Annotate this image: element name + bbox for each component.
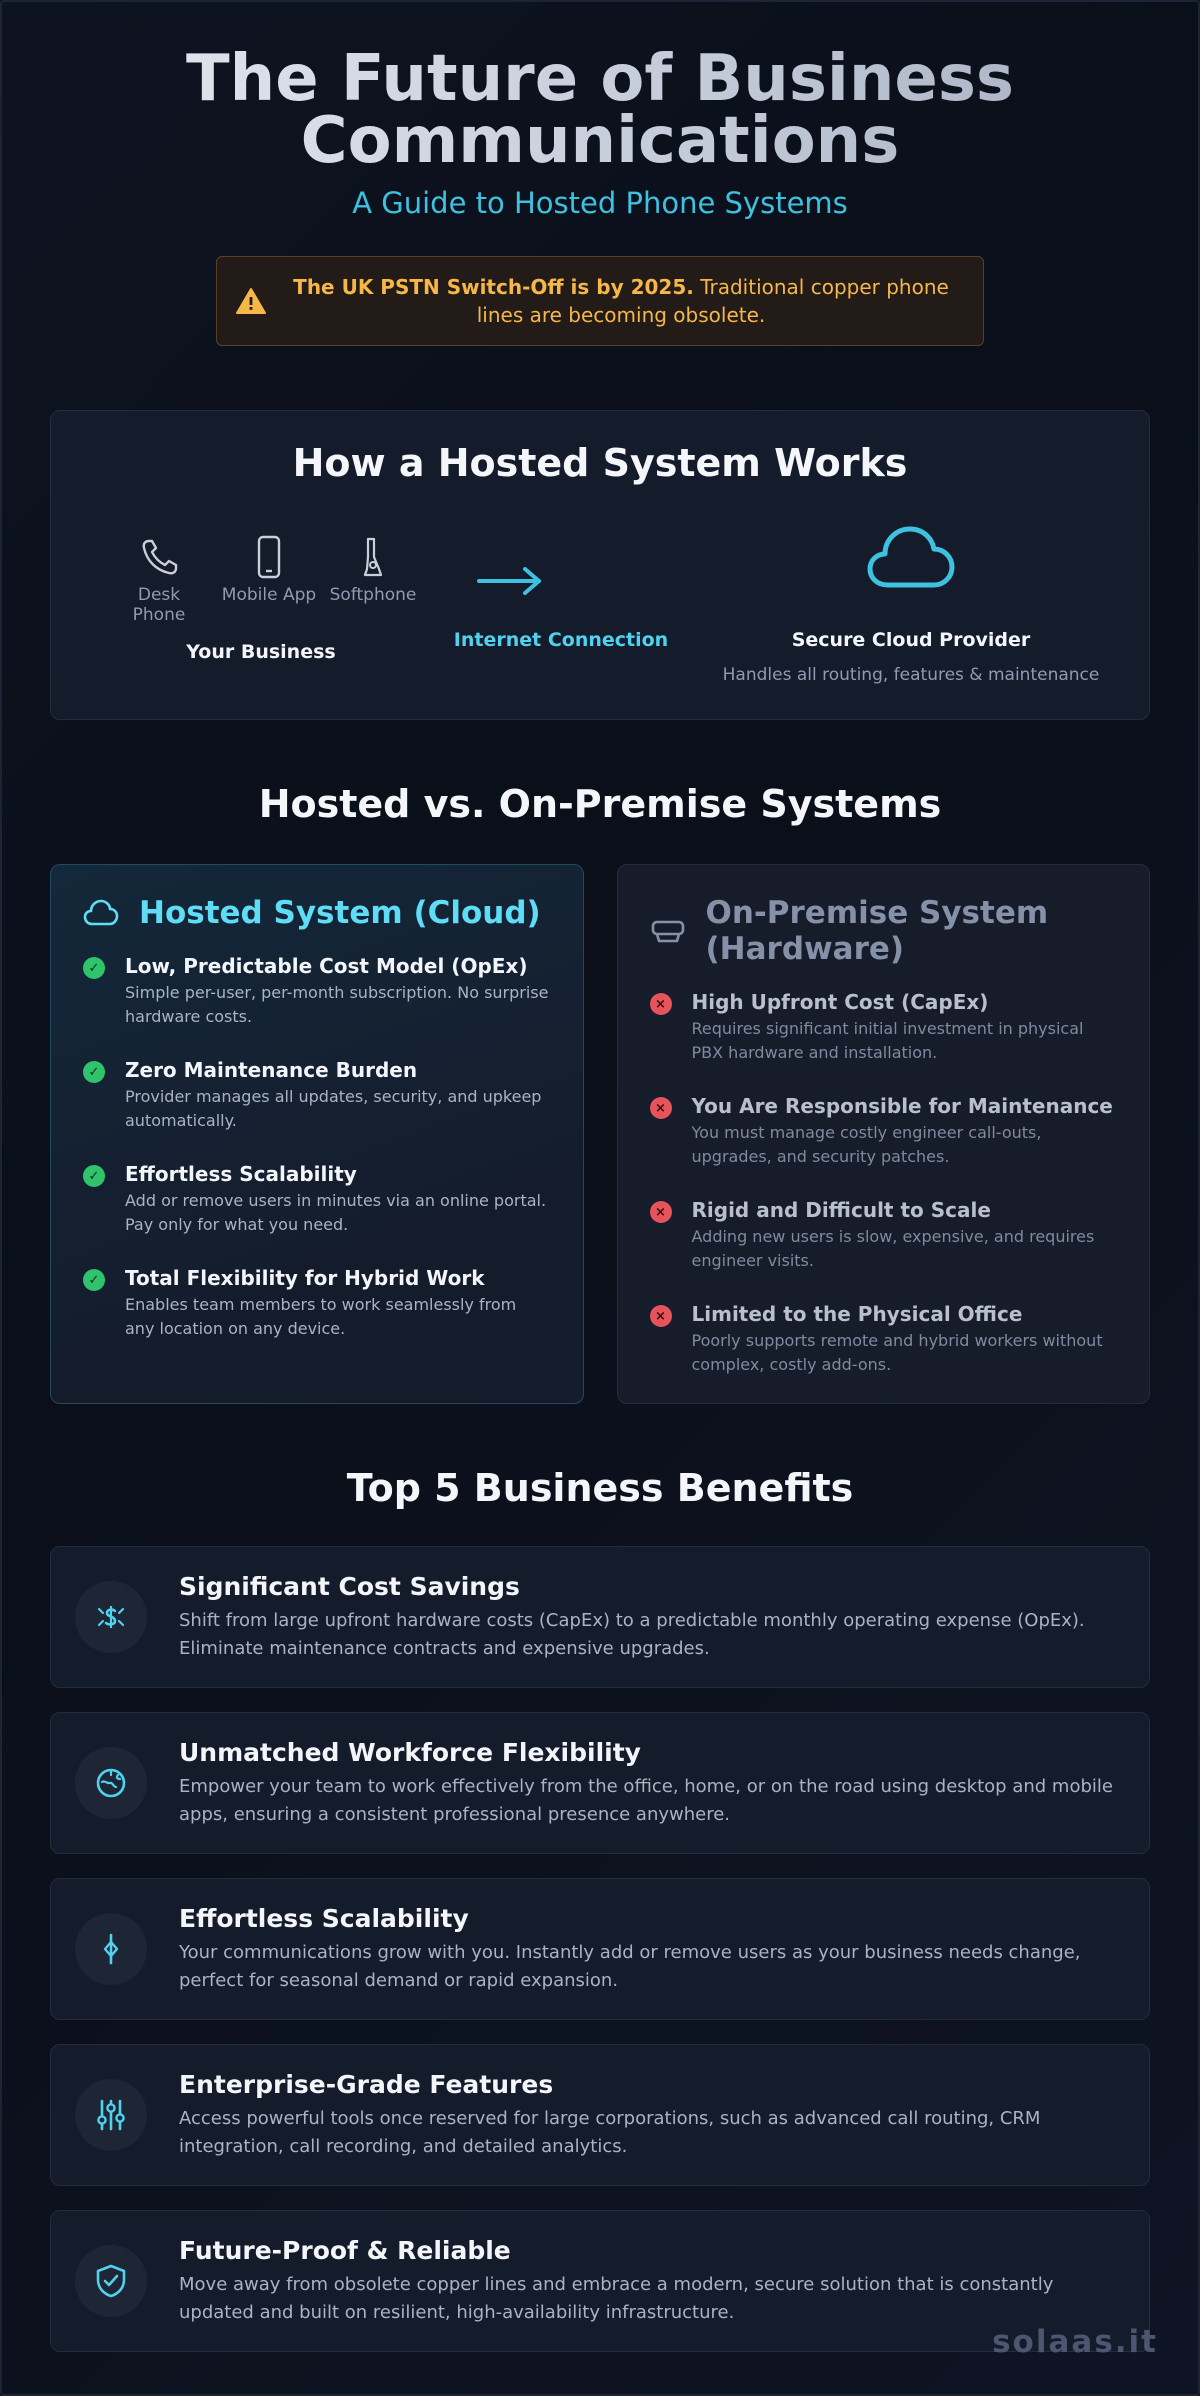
- warning-icon: [235, 285, 267, 317]
- check-icon: ✓: [83, 957, 105, 979]
- benefit-card: [50, 1712, 1150, 1854]
- heading-line-2: (Hardware): [705, 931, 905, 967]
- x-icon: ×: [650, 1201, 672, 1223]
- item-desc: Simple per-user, per-month subscription. No surprise hardware costs.: [125, 983, 549, 1026]
- cloud-provider-label: Secure Cloud Provider: [791, 629, 1031, 651]
- item-desc: Add or remove users in minutes via an online portal. Pay only for what you need.: [125, 1191, 547, 1234]
- internet-connection-label: Internet Connection: [453, 629, 669, 651]
- how-it-works-title: How a Hosted System Works: [292, 441, 908, 485]
- device-softphone: [325, 535, 421, 605]
- item-title: Zero Maintenance Burden: [125, 1058, 418, 1082]
- brand-watermark: solaas.it: [992, 2324, 1158, 2360]
- item-desc: Requires significant initial investment in physical PBX hardware and installation.: [691, 1019, 1084, 1062]
- compare-section-title: Hosted vs. On-Premise Systems: [258, 782, 942, 826]
- device-label: Mobile App: [221, 585, 317, 605]
- item-title: Rigid and Difficult to Scale: [691, 1198, 991, 1222]
- list-item: [83, 1161, 551, 1237]
- list-item: [650, 1301, 1118, 1377]
- device-label: Desk Phone: [132, 585, 186, 625]
- benefit-title: Significant Cost Savings: [179, 1571, 520, 1601]
- infographic: [50, 0, 1150, 2352]
- device-label: Softphone: [329, 585, 417, 605]
- item-title: Effortless Scalability: [125, 1162, 357, 1186]
- globe-icon: [94, 1766, 128, 1800]
- item-title: High Upfront Cost (CapEx): [691, 990, 989, 1014]
- page-subtitle: A Guide to Hosted Phone Systems: [352, 186, 848, 220]
- device-mobile-app: [221, 535, 317, 605]
- benefit-title: Enterprise-Grade Features: [179, 2069, 554, 2099]
- device-desk-phone: [111, 535, 207, 625]
- benefit-card: [50, 2210, 1150, 2352]
- check-icon: ✓: [83, 1269, 105, 1291]
- desc-line: Access powerful tools once reserved for large corporations, such as advanced call routing, CRM: [179, 2107, 1041, 2129]
- desc-line: apps, ensuring a consistent professional presence anywhere.: [179, 1803, 731, 1825]
- on-premise-heading-text: [706, 895, 1049, 967]
- item-title: You Are Responsible for Maintenance: [691, 1094, 1113, 1118]
- page-title: [50, 0, 1150, 178]
- benefit-desc: [179, 1939, 1081, 1995]
- list-item: [83, 1265, 551, 1341]
- desc-line: Shift from large upfront hardware costs (CapEx) to a predictable monthly operating expense (OpEx).: [179, 1609, 1085, 1631]
- check-icon: ✓: [83, 1165, 105, 1187]
- phone-icon: [139, 535, 179, 579]
- x-icon: ×: [650, 1097, 672, 1119]
- desc-line: Move away from obsolete copper lines and embrace a modern, secure solution that is constantly: [179, 2273, 1054, 2295]
- benefit-title: Unmatched Workforce Flexibility: [179, 1737, 641, 1767]
- cloud-provider-desc: Handles all routing, features & maintenance: [722, 665, 1100, 685]
- benefit-card: [50, 1546, 1150, 1688]
- benefit-title: Future-Proof & Reliable: [179, 2235, 511, 2265]
- on-premise-heading: [650, 895, 1118, 967]
- benefits-section-title: Top 5 Business Benefits: [346, 1466, 854, 1510]
- heading-line-1: On-Premise System: [705, 895, 1049, 931]
- hosted-column: [50, 864, 584, 1404]
- pstn-alert-banner: [216, 256, 984, 346]
- comparison-columns: [50, 864, 1150, 1404]
- desc-line: Eliminate maintenance contracts and expensive upgrades.: [179, 1637, 710, 1659]
- alert-body-text: Traditional copper phone lines are becoming obsolete.: [476, 275, 949, 327]
- desc-line: perfect for seasonal demand or rapid expansion.: [179, 1969, 619, 1991]
- list-item: [650, 1197, 1118, 1273]
- item-title: Limited to the Physical Office: [691, 1302, 1023, 1326]
- item-desc: You must manage costly engineer call-outs, upgrades, and security patches.: [691, 1123, 1042, 1166]
- alert-bold-text: The UK PSTN Switch-Off is by 2025.: [293, 275, 694, 299]
- benefit-desc: [179, 1607, 1085, 1663]
- sliders-icon: [94, 2098, 128, 2132]
- item-desc: Adding new users is slow, expensive, and requires engineer visits.: [691, 1227, 1095, 1270]
- on-premise-column: [617, 864, 1151, 1404]
- item-desc: Poorly supports remote and hybrid workers without complex, costly add-ons.: [691, 1331, 1103, 1374]
- desc-line: Your communications grow with you. Instantly add or remove users as your business needs change,: [179, 1941, 1081, 1963]
- list-item: [650, 989, 1118, 1065]
- benefit-desc: [179, 2271, 1053, 2327]
- item-desc: Enables team members to work seamlessly from any location on any device.: [125, 1295, 517, 1338]
- benefit-card: [50, 1878, 1150, 2020]
- list-item: [83, 953, 551, 1029]
- benefit-desc: [179, 2105, 1040, 2161]
- x-icon: ×: [650, 1305, 672, 1327]
- how-it-works-card: [50, 410, 1150, 720]
- x-icon: ×: [650, 993, 672, 1015]
- alert-text: [267, 273, 957, 329]
- shield-check-icon: [94, 2263, 128, 2299]
- desc-line: updated and built on resilient, high-availability infrastructure.: [179, 2301, 735, 2323]
- cloud-icon: [83, 898, 119, 928]
- item-desc: Provider manages all updates, security, and upkeep automatically.: [125, 1087, 542, 1130]
- cloud-icon: [866, 523, 956, 593]
- server-icon: [650, 916, 686, 946]
- benefit-desc: [179, 1773, 1113, 1829]
- benefit-title: Effortless Scalability: [179, 1903, 469, 1933]
- hosted-heading-text: Hosted System (Cloud): [139, 895, 541, 931]
- desc-line: integration, call recording, and detailed analytics.: [179, 2135, 628, 2157]
- softphone-icon: [353, 535, 393, 579]
- title-line-2: Communications: [300, 104, 900, 178]
- cost-savings-icon: [95, 1601, 127, 1633]
- your-business-label: Your Business: [186, 641, 336, 663]
- title-line-1: The Future of Business: [185, 42, 1015, 116]
- item-title: Low, Predictable Cost Model (OpEx): [125, 954, 528, 978]
- hosted-heading: [83, 895, 551, 931]
- item-title: Total Flexibility for Hybrid Work: [125, 1266, 485, 1290]
- list-item: [83, 1057, 551, 1133]
- desc-line: Empower your team to work effectively from the office, home, or on the road using desktop and mobile: [179, 1775, 1113, 1797]
- list-item: [650, 1093, 1118, 1169]
- arrow-right-icon: [475, 563, 547, 599]
- scale-icon: [95, 1932, 127, 1966]
- benefit-card: [50, 2044, 1150, 2186]
- mobile-icon: [249, 535, 289, 579]
- check-icon: ✓: [83, 1061, 105, 1083]
